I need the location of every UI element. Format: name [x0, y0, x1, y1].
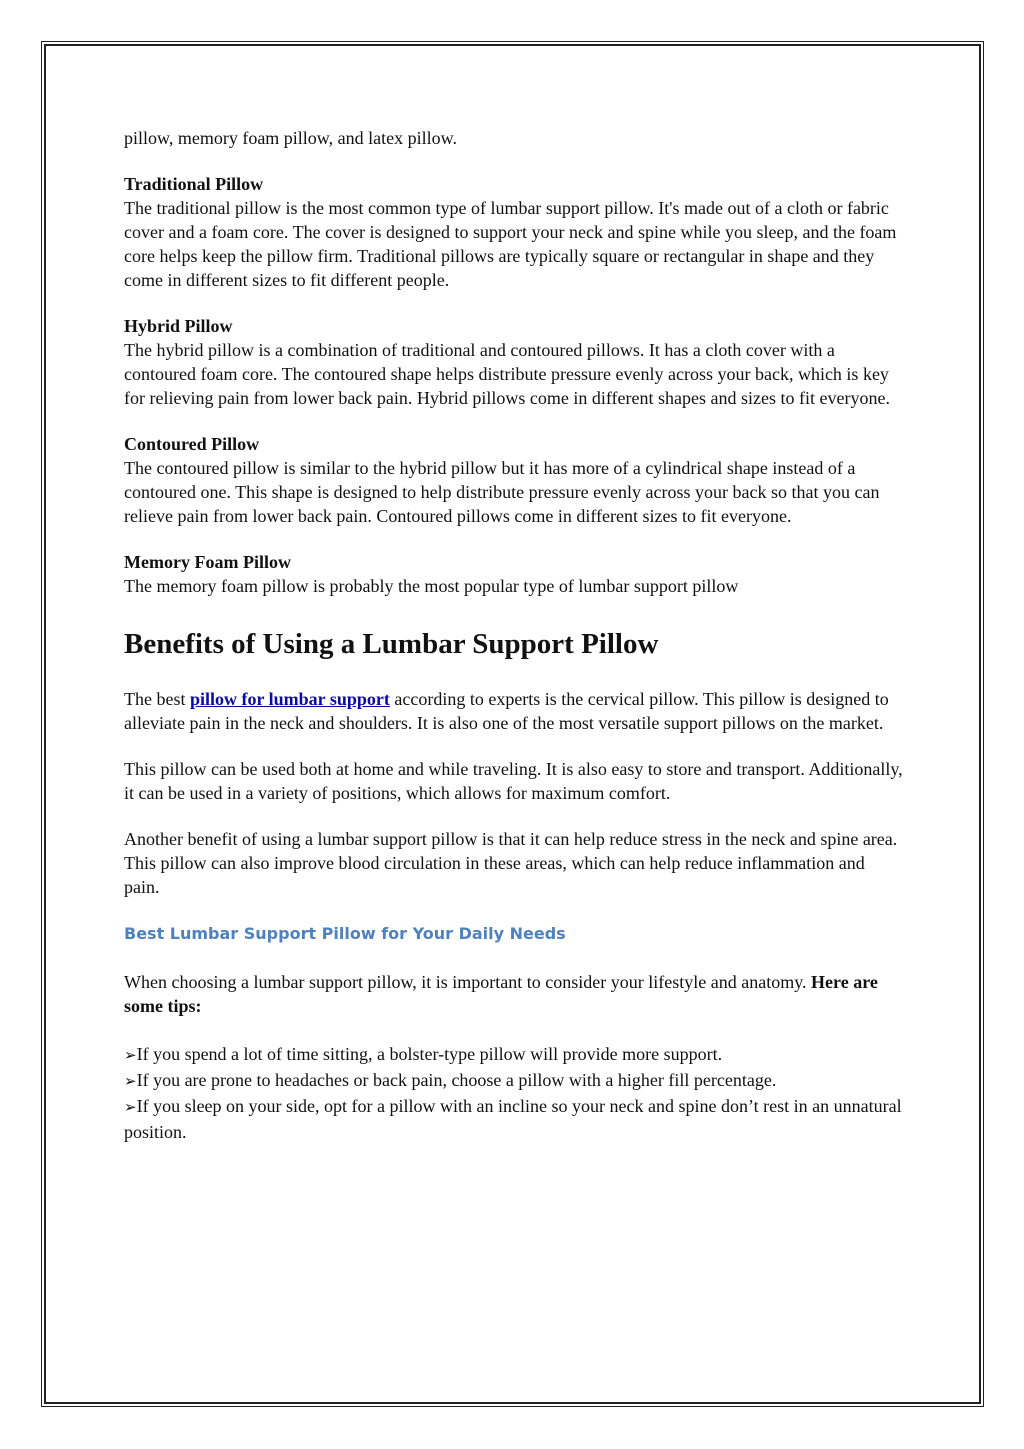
- section-title: Traditional Pillow: [124, 174, 264, 194]
- benefits-paragraph-3: Another benefit of using a lumbar support pillow is that it can help reduce stress in the neck and spine area. This pillow can also improve blood circulation in these areas, which can help reduce inflammation and pain.: [124, 829, 898, 897]
- section-title: Memory Foam Pillow: [124, 552, 291, 572]
- section-body: The traditional pillow is the most common type of lumbar support pillow. It's made out of a cloth or fabric cover and a foam core. The cover is designed to support your neck and spine while you sleep, and the foam core helps keep the pillow firm. Traditional pillows are typically square or rectangular in shape and they come in different sizes to fit different people.: [124, 198, 897, 290]
- tips-list: [124, 1042, 904, 1145]
- arrow-bullet-icon: ➢: [124, 1098, 137, 1116]
- intro-tail-text: pillow, memory foam pillow, and latex pillow.: [124, 128, 457, 148]
- arrow-bullet-icon: ➢: [124, 1072, 137, 1090]
- daily-intro-text: When choosing a lumbar support pillow, it is important to consider your lifestyle and anatomy.: [124, 972, 812, 992]
- daily-intro-bold: Here are some tips:: [124, 972, 878, 1016]
- tip-text: If you sleep on your side, opt for a pillow with an incline so your neck and spine don’t rest in an unnatural position.: [124, 1096, 902, 1142]
- tip-text: If you are prone to headaches or back pain, choose a pillow with a higher fill percentage.: [136, 1070, 777, 1090]
- list-item: [124, 1042, 904, 1068]
- pillow-for-lumbar-support-link[interactable]: pillow for lumbar support: [189, 689, 390, 709]
- section-title: Hybrid Pillow: [124, 316, 233, 336]
- daily-needs-heading: Best Lumbar Support Pillow for Your Daily Needs: [124, 924, 566, 943]
- benefits-p1-lead: The best: [124, 689, 190, 709]
- daily-needs-intro: [124, 970, 904, 1018]
- document-body: [124, 126, 904, 1145]
- section-traditional-pillow: [124, 172, 904, 292]
- section-hybrid-pillow: [124, 314, 904, 410]
- section-body: The hybrid pillow is a combination of traditional and contoured pillows. It has a cloth cover with a contoured foam core. The contoured shape helps distribute pressure evenly across your back, which is key for relieving pain from lower back pain. Hybrid pillows come in different shapes and sizes to fit everyone.: [124, 340, 890, 408]
- benefits-paragraph-2: This pillow can be used both at home and while traveling. It is also easy to store and transport. Additionally, it can be used in a variety of positions, which allows for maximum comfort.: [124, 759, 903, 803]
- section-title: Contoured Pillow: [124, 434, 260, 454]
- list-item: [124, 1068, 904, 1094]
- list-item: [124, 1094, 904, 1145]
- benefits-heading: Benefits of Using a Lumbar Support Pillow: [124, 628, 659, 660]
- arrow-bullet-icon: ➢: [124, 1046, 137, 1064]
- tip-text: If you spend a lot of time sitting, a bolster-type pillow will provide more support.: [136, 1044, 723, 1064]
- section-contoured-pillow: [124, 432, 904, 528]
- benefits-paragraph-1: [124, 687, 904, 735]
- benefits-p1-rest: according to experts is the cervical pillow. This pillow is designed to alleviate pain in the neck and shoulders. It is also one of the most versatile support pillows on the market.: [124, 689, 889, 733]
- section-body: The memory foam pillow is probably the most popular type of lumbar support pillow: [124, 576, 739, 596]
- section-body: The contoured pillow is similar to the hybrid pillow but it has more of a cylindrical shape instead of a contoured one. This shape is designed to help distribute pressure evenly across your back so that you can relieve pain from lower back pain. Contoured pillows come in different sizes to fit everyone.: [124, 458, 880, 526]
- section-memory-foam-pillow: [124, 550, 904, 598]
